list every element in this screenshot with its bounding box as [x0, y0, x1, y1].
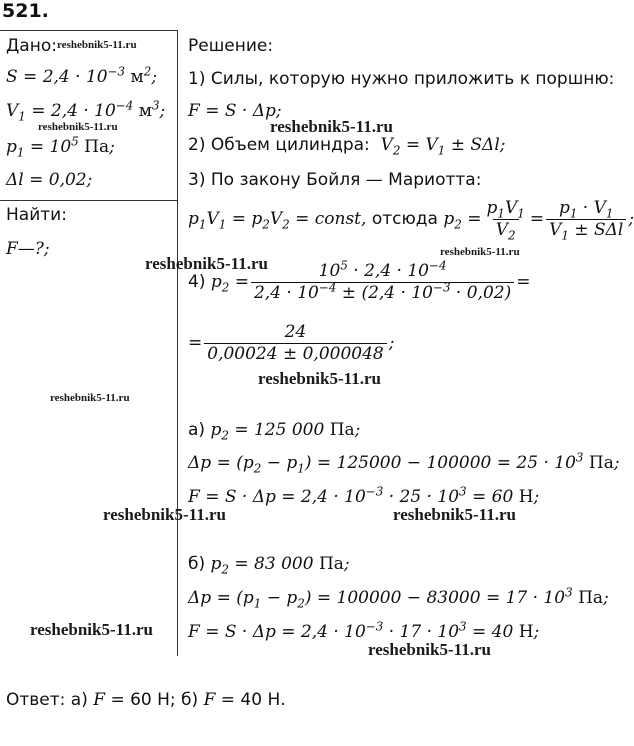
case-b-dp: $\Delta p = (p_1 - p_2) = 100000 - 83000 = 17 \cdot 10^3$ Па;: [188, 585, 609, 611]
column-divider: [177, 30, 178, 656]
watermark: reshebnik5-11.ru: [440, 246, 520, 258]
step3-text: 3) По закону Бойля — Мариотта:: [188, 170, 482, 190]
case-a-p2: а) $p_2 = 125$ 000 Па;: [188, 420, 361, 443]
watermark: reshebnik5-11.ru: [30, 620, 153, 639]
watermark: reshebnik5-11.ru: [103, 505, 226, 524]
case-b-p2: б) $p_2 = 83$ 000 Па;: [188, 554, 350, 577]
problem-number: 521.: [2, 0, 49, 22]
case-a-dp: $\Delta p = (p_2 - p_1) = 125000 - 100000 = 25 \cdot 10^3$ Па;: [188, 450, 620, 476]
step1-formula: F = S · Δp;: [188, 101, 282, 121]
step4-cont: = $\frac{24}{0,00024 \pm 0,000048}$ ;: [188, 322, 395, 364]
watermark: reshebnik5-11.ru: [38, 121, 118, 133]
step2-formula: $V_2 = V_1 \pm S\Delta l$;: [375, 135, 506, 158]
given-title: Дано:: [6, 36, 57, 56]
watermark: reshebnik5-11.ru: [258, 369, 381, 388]
case-a-f: $F = S \cdot \Delta p = 2,4 \cdot 10^{-3} \cdot 25 \cdot 10^3 = 60$ Н;: [188, 484, 540, 507]
answer: Ответ: а) F = 60 Н; б) F = 40 Н.: [6, 690, 286, 710]
given-v1: $V_1 = 2,4 \cdot 10^{-4}$ $м^3$;: [6, 98, 166, 124]
given-s: $S = 2,4 \cdot 10^{-3}$ $м^2$;: [6, 64, 158, 87]
watermark: reshebnik5-11.ru: [50, 392, 130, 404]
given-dl: Δl = 0,02;: [6, 170, 93, 190]
solution-title: Решение:: [188, 36, 274, 56]
watermark: reshebnik5-11.ru: [393, 505, 516, 524]
given-top-rule: [0, 30, 178, 31]
step4-formula: 4) $p_2$ = $\frac{10^5 \cdot 2,4 \cdot 10^{-4}}{2,4 \cdot 10^{-4} \pm (2,4 \cdot 10^{-3} \cdot 0,02)}$ =: [188, 258, 531, 303]
step2-text: 2) Объем цилиндра:: [188, 135, 370, 155]
watermark: reshebnik5-11.ru: [57, 39, 137, 51]
find-line: F—?;: [6, 239, 50, 259]
given-p1: $p_1 = 10^5$ Па;: [6, 134, 115, 160]
step2-line: [188, 135, 506, 158]
find-title: Найти:: [6, 205, 67, 225]
given-bottom-rule: [0, 200, 178, 201]
watermark: reshebnik5-11.ru: [145, 254, 268, 273]
step3-formula: $p_1V_1 = p_2V_2$ = const, отсюда $p_2$ = $\frac{p_1V_1}{V_2}$ = $\frac{p_1 \cdot V_1}{V_1 \pm S\Delta l}$ ;: [188, 198, 634, 243]
step1-text: 1) Силы, которую нужно приложить к поршню:: [188, 69, 615, 89]
watermark: reshebnik5-11.ru: [368, 640, 491, 659]
watermark: reshebnik5-11.ru: [270, 117, 393, 136]
case-b-f: $F = S \cdot \Delta p = 2,4 \cdot 10^{-3} \cdot 17 \cdot 10^3 = 40$ Н;: [188, 619, 540, 642]
